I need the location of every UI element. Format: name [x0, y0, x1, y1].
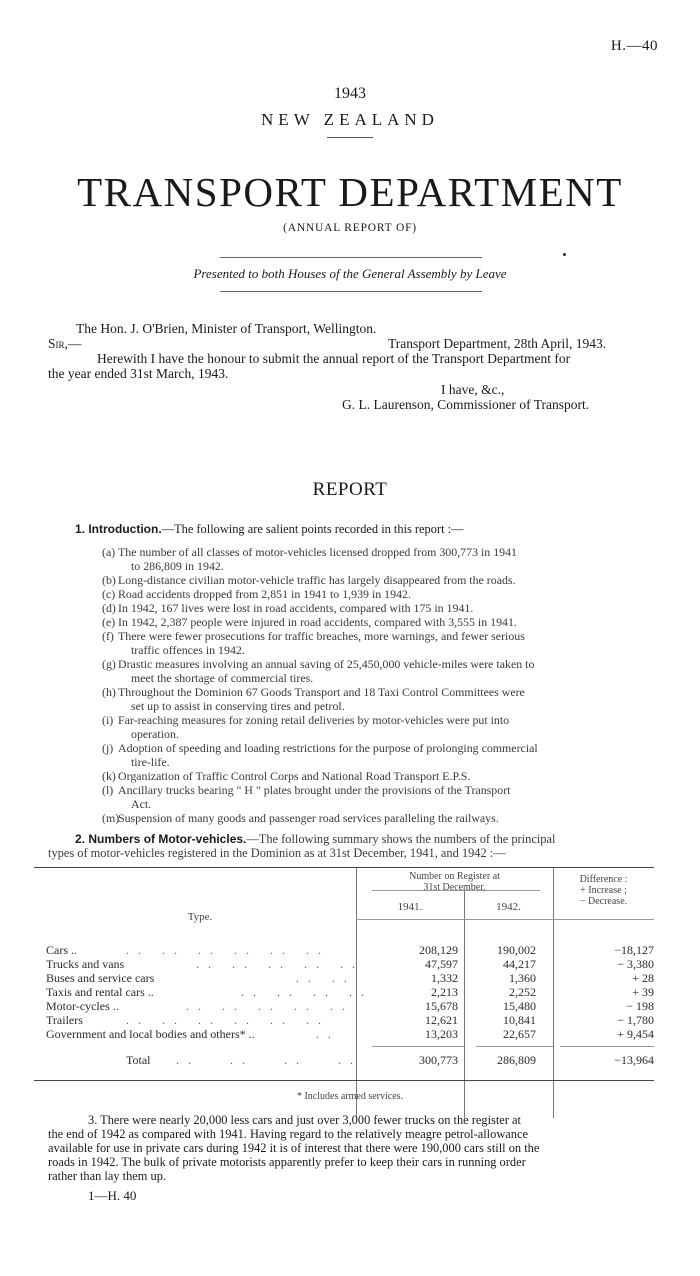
- table-row: [46, 985, 658, 999]
- row-type: Cars ..: [46, 943, 77, 957]
- list-item-label: (j): [102, 741, 114, 755]
- cell-difference: + 9,454: [617, 1027, 654, 1041]
- row-type: Motor-cycles ..: [46, 999, 119, 1013]
- table-row: [46, 957, 658, 971]
- table-row: [46, 1013, 658, 1027]
- list-item: [102, 573, 656, 587]
- list-item-text: Road accidents dropped from 2,851 in 1941 to 1,939 in 1942.: [118, 587, 411, 601]
- cell-difference: − 198: [626, 999, 654, 1013]
- table-top-rule: [34, 867, 654, 868]
- cell-1942: 44,217: [503, 957, 536, 971]
- cell-difference: −18,127: [614, 943, 654, 957]
- table-row: [46, 999, 658, 1013]
- list-item-continuation: set up to assist in conserving tires and petrol.: [131, 699, 345, 713]
- list-item-label: (i): [102, 713, 114, 727]
- list-item-label: (d): [102, 601, 116, 615]
- intro-heading: 1. Introduction.: [75, 522, 162, 536]
- section2-heading: 2. Numbers of Motor-vehicles.: [75, 832, 247, 846]
- list-item-continuation: meet the shortage of commercial tires.: [131, 671, 314, 685]
- list-item-label: (a): [102, 545, 116, 559]
- list-item-label: (k): [102, 769, 116, 783]
- col-header-1942: 1942.: [496, 901, 521, 913]
- cell-1942: 190,002: [497, 943, 536, 957]
- list-item: [102, 657, 656, 685]
- list-item-continuation: to 286,809 in 1942.: [131, 559, 224, 573]
- letter-salutation: Sir,—: [48, 336, 82, 351]
- leader-dots: . . . . . . . . . .: [186, 999, 348, 1013]
- list-item-continuation: traffic offences in 1942.: [131, 643, 245, 657]
- list-item: [102, 685, 656, 713]
- page-footer-id: 1—H. 40: [88, 1188, 137, 1203]
- list-item-text: Throughout the Dominion 67 Goods Transport and 18 Taxi Control Committees were: [118, 685, 525, 699]
- list-item: [102, 713, 656, 741]
- col-header-register-line: Number on Register at: [409, 871, 500, 882]
- list-item: [102, 783, 656, 811]
- table-total-row: [46, 1053, 658, 1067]
- list-item-text: There were fewer prosecutions for traffic breaches, more warnings, and fewer serious: [118, 629, 525, 643]
- page-subtitle: (ANNUAL REPORT OF): [283, 222, 417, 234]
- letter-body-line-1: Herewith I have the honour to submit the annual report of the Transport Department for: [97, 351, 571, 366]
- total-rule: [476, 1046, 553, 1047]
- col-header-difference: [553, 874, 654, 907]
- col-header-1941: 1941.: [397, 901, 423, 913]
- cell-1941: 15,678: [425, 999, 458, 1013]
- total-rule: [560, 1046, 654, 1047]
- list-item-label: (g): [102, 657, 116, 671]
- list-item-continuation: Act.: [131, 797, 152, 811]
- list-item: [102, 601, 656, 615]
- row-type: Taxis and rental cars ..: [46, 985, 154, 999]
- leader-dots: . . . . . . . .: [176, 1053, 356, 1067]
- list-item-text: Suspension of many goods and passenger road services paralleling the railways.: [118, 811, 499, 825]
- leader-dots: . . . . . . . . . .: [196, 957, 358, 971]
- cell-difference: − 1,780: [617, 1013, 654, 1027]
- total-label: Total: [126, 1053, 151, 1067]
- list-item: [102, 545, 656, 573]
- col-header-diff-line: Difference :: [579, 874, 628, 885]
- section2-line-1: [75, 832, 655, 846]
- letter-signatory: G. L. Laurenson, Commissioner of Transport.: [342, 397, 590, 412]
- list-item-text: The number of all classes of motor-vehicles licensed dropped from 300,773 in 1941: [118, 545, 517, 559]
- list-item: [102, 587, 656, 601]
- list-item-text: In 1942, 167 lives were lost in road accidents, compared with 175 in 1941.: [118, 601, 474, 615]
- cell-difference: − 3,380: [617, 957, 654, 971]
- list-item-text: Far-reaching measures for zoning retail deliveries by motor-vehicles were put into: [118, 713, 510, 727]
- leader-dots: . . . .: [296, 971, 350, 985]
- total-rule: [372, 1046, 464, 1047]
- table-footnote: * Includes armed services.: [296, 1091, 404, 1102]
- cell-difference: + 39: [632, 985, 654, 999]
- cell-1941: 47,597: [425, 957, 458, 971]
- letter-place-date: Transport Department, 28th April, 1943.: [388, 336, 607, 351]
- row-type: Trucks and vans: [46, 957, 125, 971]
- list-item: [102, 629, 656, 657]
- list-item: [102, 769, 656, 783]
- list-item: [102, 615, 656, 629]
- leader-dots: . .: [316, 1027, 334, 1041]
- letter-closing: I have, &c.,: [441, 382, 505, 397]
- leader-dots: . . . . . . . . . . . .: [126, 1013, 324, 1027]
- page-reference: H.—40: [610, 38, 658, 54]
- page-title: TRANSPORT DEPARTMENT: [77, 169, 623, 215]
- row-type: Government and local bodies and others* ..: [46, 1027, 255, 1041]
- header-bottom-rule: [356, 919, 654, 920]
- letter-addressee: The Hon. J. O'Brien, Minister of Transport, Wellington.: [76, 321, 377, 336]
- list-item-text: Adoption of speeding and loading restrictions for the purpose of prolonging commercial: [118, 741, 538, 755]
- table-row: [46, 971, 658, 985]
- col-header-type: Type.: [187, 911, 213, 923]
- section3-line-2: the end of 1942 as compared with 1941. Having regard to the relatively meagre petrol-allowance: [48, 1127, 528, 1141]
- cell-difference: + 28: [632, 971, 654, 985]
- section3-line-5: rather than lay them up.: [48, 1169, 167, 1183]
- list-item: [102, 811, 656, 825]
- list-item-text: Organization of Traffic Control Corps and National Road Transport E.P.S.: [118, 769, 471, 783]
- section2-text: —The following summary shows the numbers of the principal: [246, 832, 556, 846]
- ink-dot: [563, 253, 566, 256]
- table-bottom-rule: [34, 1080, 654, 1081]
- country-name: NEW ZEALAND: [261, 110, 439, 129]
- list-item: [102, 741, 656, 769]
- cell-1942: 10,841: [503, 1013, 536, 1027]
- list-item-continuation: operation.: [131, 727, 179, 741]
- table-row: [46, 943, 658, 957]
- cell-1942: 22,657: [503, 1027, 536, 1041]
- report-heading: REPORT: [312, 479, 388, 500]
- list-item-label: (c): [102, 587, 116, 601]
- row-type: Trailers: [46, 1013, 83, 1027]
- list-item-text: Long-distance civilian motor-vehicle traffic has largely disappeared from the roads.: [118, 573, 516, 587]
- leader-dots: . . . . . . . .: [241, 985, 367, 999]
- list-item-label: (h): [102, 685, 116, 699]
- list-item-text: In 1942, 2,387 people were injured in road accidents, compared with 3,555 in 1941.: [118, 615, 517, 629]
- list-item-label: (e): [102, 615, 116, 629]
- col-header-register-line: 31st December,: [423, 882, 486, 893]
- cell-1942: 15,480: [503, 999, 536, 1013]
- list-item-label: (f): [102, 629, 114, 643]
- section3-line-1: 3. There were nearly 20,000 less cars and just over 3,000 fewer trucks on the register at: [88, 1113, 521, 1127]
- report-year: 1943: [334, 85, 366, 102]
- letter-body-line-2: the year ended 31st March, 1943.: [48, 366, 229, 381]
- section3-line-3: available for use in private cars during 1942 it is of interest that there were 190,000 cars still on the: [48, 1141, 540, 1155]
- row-type: Buses and service cars: [46, 971, 155, 985]
- presented-note: Presented to both Houses of the General Assembly by Leave: [193, 266, 507, 281]
- list-item-label: (l): [102, 783, 114, 797]
- short-rule: [327, 137, 373, 138]
- rule-bottom: [220, 291, 482, 292]
- list-item-text: Ancillary trucks bearing " H " plates brought under the provisions of the Transport: [118, 783, 511, 797]
- cell-1942: 1,360: [509, 971, 536, 985]
- header-subrule: [372, 890, 540, 891]
- list-item-text: Drastic measures involving an annual saving of 25,450,000 vehicle-miles were taken to: [118, 657, 535, 671]
- cell-1941: 208,129: [419, 943, 458, 957]
- total-difference: −13,964: [614, 1053, 654, 1067]
- cell-1941: 12,621: [425, 1013, 458, 1027]
- rule-top: [220, 257, 482, 258]
- section2-line-2: types of motor-vehicles registered in the Dominion as at 31st December, 1941, and 1942 :—: [48, 846, 506, 860]
- total-1942: 286,809: [497, 1053, 536, 1067]
- cell-1941: 13,203: [425, 1027, 458, 1041]
- leader-dots: . . . . . . . . . . . .: [126, 943, 324, 957]
- cell-1942: 2,252: [509, 985, 536, 999]
- list-item-label: (m): [102, 811, 120, 825]
- cell-1941: 1,332: [431, 971, 458, 985]
- col-header-diff-line: − Decrease.: [579, 896, 628, 907]
- col-header-diff-line: + Increase ;: [580, 885, 627, 896]
- list-item-label: (b): [102, 573, 116, 587]
- total-1941: 300,773: [419, 1053, 458, 1067]
- intro-paragraph: [75, 522, 655, 536]
- list-item-continuation: tire-life.: [131, 755, 170, 769]
- intro-text: —The following are salient points recorded in this report :—: [161, 522, 464, 536]
- section3-line-4: roads in 1942. The bulk of private motorists apparently prefer to keep their cars in running order: [48, 1155, 526, 1169]
- table-row: [46, 1027, 658, 1041]
- cell-1941: 2,213: [431, 985, 458, 999]
